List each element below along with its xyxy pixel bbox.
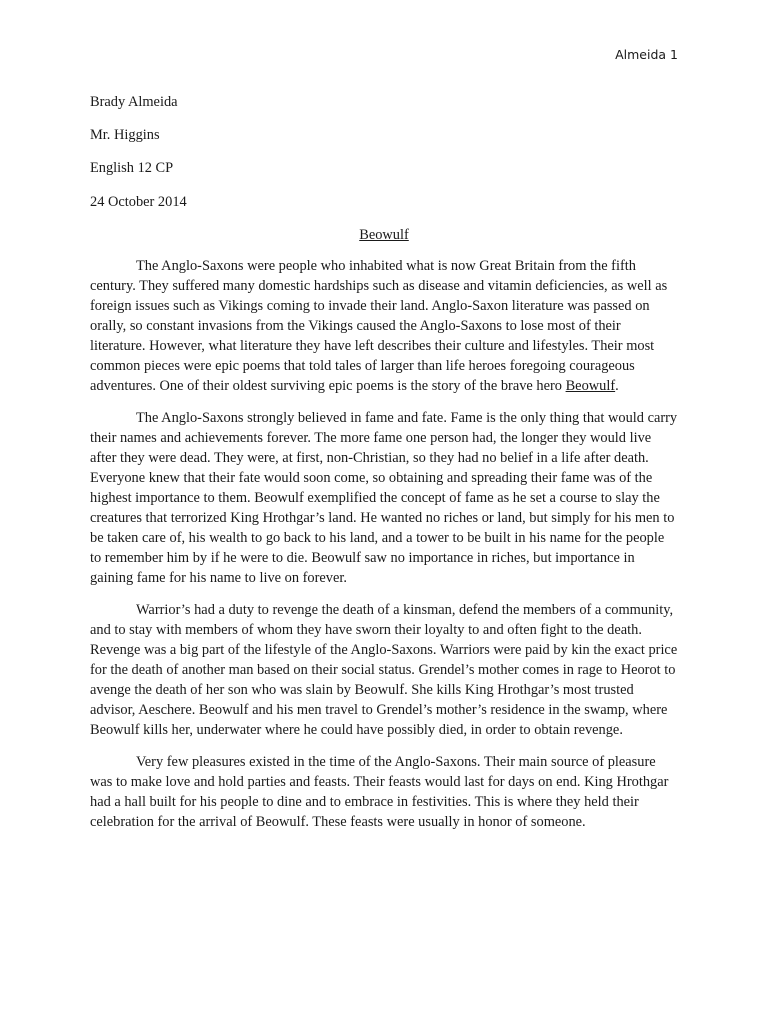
author-name: Brady Almeida — [90, 94, 178, 110]
paragraph-2: The Anglo-Saxons strongly believed in fame and fate. Fame is the only thing that would carry their names and achievements forever. The more fame one person had, the longer they would live after they were dead. They were, at first, non-Christian, so they had no belief in a life after death. Everyone knew that their fate would soon come, so obtaining and spreading their fame was of the highest importance to them. Beowulf exemplified the concept of fame as he set a course to slay the creatures that terrorized King Hrothgar’s land. He wanted no riches or land, but simply for his men to be taken care of, his wealth to go back to his land, and a tower to be built in his name for the people to remember him by if he were to die. Beowulf saw no importance in riches, but importance in gaining fame for his name to live on forever. — [90, 409, 678, 586]
paragraph-1-text: The Anglo-Saxons were people who inhabited what is now Great Britain from the fifth century. They suffered many domestic hardships such as disease and vitamin deficiencies, as well as foreign issues such as Vikings coming to invade their land. Anglo-Saxon literature was passed on orally, so constant invasions from the Vikings caused the Anglo-Saxons to lose most of their literature. However, what literature they have left describes their culture and lifestyles. Their most common pieces were epic poems that told tales of larger than life heroes foregoing courageous adventures. One of their oldest surviving epic poems is the story of the brave hero — [90, 257, 668, 394]
running-head: Almeida 1 — [615, 47, 678, 62]
paragraph-1 — [90, 256, 678, 396]
teacher-name: Mr. Higgins — [90, 127, 160, 144]
paragraph-3: Warrior’s had a duty to revenge the death of a kinsman, defend the members of a community, and to stay with members of whom they have sworn their loyalty to and often fight to the death. Revenge was a big part of the lifestyle of the Anglo-Saxons. Warriors were paid by kin the exact price for the death of another man based on their social status. Grendel’s mother comes in rage to Heorot to avenge the death of her son who was slain by Beowulf. She kills King Hrothgar’s most trusted advisor, Aeschere. Beowulf and his men travel to Grendel’s mother’s residence in the swamp, where Beowulf kills her, underwater where he could have possibly died, in order to obtain revenge. — [90, 601, 678, 738]
beowulf-title-reference: Beowulf — [565, 377, 616, 394]
paragraph-1-end: . — [615, 377, 619, 394]
essay-title: Beowulf — [359, 226, 409, 243]
essay-date: 24 October 2014 — [90, 193, 187, 210]
essay-body — [90, 93, 678, 832]
course-name: English 12 CP — [90, 160, 174, 177]
paragraph-4: Very few pleasures existed in the time of the Anglo-Saxons. Their main source of pleasure was to make love and hold parties and feasts. Their feasts would last for days on end. King Hrothgar had a hall built for his people to dine and to embrace in festivities. This is where they held their celebration for the arrival of Beowulf. These feasts were usually in honor of someone. — [90, 753, 669, 830]
